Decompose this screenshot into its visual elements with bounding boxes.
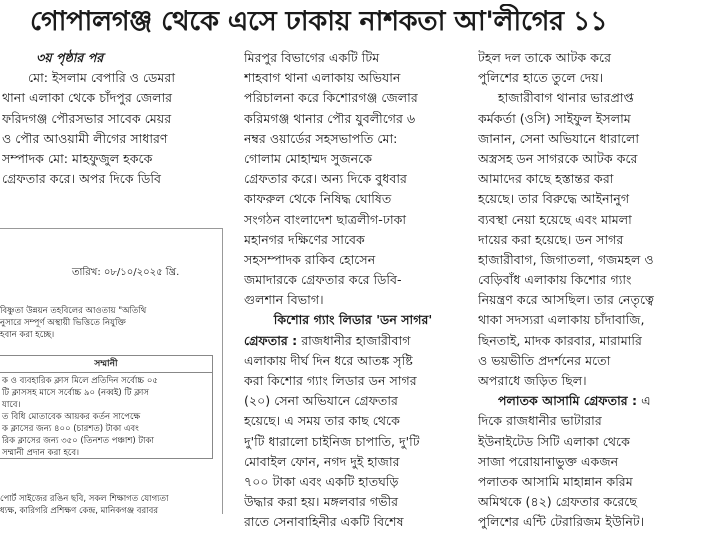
- body-line: গুলশান বিভাগ।: [244, 292, 324, 308]
- honorarium-line: ক ক্লাসের জন্য ৪০০ (চারশত) টাকা এবং: [2, 424, 139, 434]
- honorarium-line: ত বিধি মোতাবেক আয়কর কর্তন সাপেক্ষে: [2, 412, 141, 422]
- continued-from-label: ৩য় পৃষ্ঠার পর: [36, 50, 104, 65]
- body-line: সংগঠন বাংলাদেশ ছাত্রলীগ-ঢাকা: [244, 211, 407, 227]
- article-column-2: [244, 48, 462, 533]
- headline: গোপালগঞ্জ থেকে এসে ঢাকায় নাশকতা আ'লীগের ১১: [30, 6, 608, 37]
- honorarium-table: [0, 355, 213, 459]
- body-line: মোবাইল ফোন, নগদ দুই হাজার: [244, 453, 400, 469]
- body-line: পুলিশের এন্টি টেরারিজম ইউনিট।: [478, 514, 645, 530]
- honorarium-line: টি ক্লাসসহ মাসে সর্বোচ্চ ৯০ (নব্বই) টি ক্লাস: [2, 388, 149, 398]
- body-line: দু'টি ধারালো চাইনিজ চাপাতি, দু'টি: [244, 433, 420, 449]
- body-line: ৭০০ টাকা এবং একটি হাতঘড়ি: [244, 473, 399, 489]
- body-line: হয়েছে। তার বিরুদ্ধে আইনানুগ: [478, 191, 630, 207]
- article-column-3: [478, 48, 698, 533]
- lead-line: [244, 331, 462, 351]
- notice-line: ধ্যক্ষ, কারিগরি প্রশিক্ষণ কেন্দ্র, মানিকগঞ্জ বরাবর: [0, 506, 159, 514]
- body-line: এলাকায় দীর্ঘ দিন ধরে আতঙ্ক সৃষ্টি: [244, 352, 413, 368]
- lead-bold: পলাতক আসামি গ্রেফতার :: [498, 393, 638, 409]
- body-line: নিয়ন্ত্রণ করে আসছিল। তার নেতৃত্বে: [478, 292, 654, 308]
- body-line: অস্ত্রসহ ডন সাগরকে আটক করে: [478, 150, 638, 166]
- honorarium-line: রিক ক্লাসের জন্য ৩৫০ (তিনশত পঞ্চাশ) টাকা: [2, 436, 154, 446]
- body-line: থানা এলাকা থেকে চাঁদপুর জেলার: [2, 90, 173, 106]
- body-line: ও ভয়ভীতি প্রদর্শনের মতো: [478, 352, 611, 368]
- notice-line: হবান করা হচ্ছে।: [0, 330, 55, 340]
- lead-rest: এ: [637, 393, 651, 409]
- body-line: ইউনাইটেড সিটি এলাকা থেকে: [478, 433, 630, 449]
- body-line: মো: ইসলাম বেপারি ও ডেমরা: [28, 70, 175, 86]
- body-line: পুলিশের হাতে তুলে দেয়।: [478, 70, 604, 86]
- body-line: উদ্ধার করা হয়। মঙ্গলবার গভীর: [244, 494, 399, 510]
- body-line: মহানগর দক্ষিণের সাবেক: [244, 231, 365, 247]
- body-line: কাফরুল থেকে নিষিদ্ধ ঘোষিত: [244, 191, 392, 207]
- body-line: কর্মকর্তা (ওসি) সাইফুল ইসলাম: [478, 110, 631, 126]
- body-line: থাকা সদস্যরা এলাকায় চাঁদাবাজি,: [478, 312, 645, 328]
- body-line: হাজারীবাগ, জিগাতলা, গজমহল ও: [478, 251, 654, 267]
- body-line: রাতে সেনাবাহিনীর একটি বিশেষ: [244, 514, 404, 530]
- notice-date: তারিখ: ০৮/১০/২০২৫ খ্রি.: [72, 267, 180, 278]
- body-line: সাজা পরোয়ানাভুক্ত একজন: [478, 453, 619, 469]
- lead-rest: রাজধানীর হাজারীবাগ: [297, 332, 411, 348]
- body-line: দিকে রাজধানীর ভাটারার: [478, 413, 602, 429]
- body-line: গ্রেফতার করে। অন্য দিকে বুধবার: [244, 171, 407, 187]
- body-line: করা কিশোর গ্যাং লিডার ডন সাগর: [244, 373, 417, 388]
- body-line: বেড়িবাঁধ এলাকায় কিশোর গ্যাং: [478, 272, 632, 288]
- body-line: নম্বর ওয়ার্ডের সহসভাপতি মো:: [244, 130, 398, 146]
- body-line: গ্রেফতার করে। অপর দিকে ডিবি: [2, 171, 162, 187]
- body-line: করিমগঞ্জ থানার পৌর যুবলীগের ৬: [244, 110, 416, 126]
- body-line: ব্যবস্থা নেয়া হয়েছে এবং মামলা: [478, 211, 632, 227]
- notice-line: পোর্ট সাইজের রঙিন ছবি, সকল শিক্ষাগত যোগ্যতা: [0, 494, 169, 504]
- body-line: গোলাম মোহাম্মদ সুজনকে: [244, 150, 373, 166]
- body-line: টহল দল তাকে আটক করে: [478, 50, 612, 65]
- notice-line: বিষ্ণুতা উন্নয়ন তহবিলের আওতায় "অতিথি: [0, 306, 147, 316]
- body-line: দায়ের করা হয়েছে। ডন সাগর: [478, 231, 624, 247]
- lead-bold: গ্রেফতার :: [244, 332, 298, 348]
- honorarium-title: সম্মানী: [0, 356, 212, 373]
- body-line: জানান, সেনা অভিযানে ধারালো: [478, 130, 639, 146]
- notice-application-text: [0, 493, 212, 514]
- body-line: ফরিদগঞ্জ পৌরসভার সাবেক মেয়র: [2, 110, 172, 126]
- body-line: শাহবাগ থানা এলাকায় অভিযান: [244, 70, 401, 86]
- body-line: আমাদের কাছে হস্তান্তর করা: [478, 171, 614, 187]
- body-line: (২০) সেনা অভিযানে গ্রেফতার: [244, 393, 398, 409]
- job-notice-advertisement: [0, 228, 223, 514]
- body-line: সম্পাদক মো: মাহফুজুল হককে: [2, 150, 153, 166]
- honorarium-line: সম্মানী প্রদান করা হবে।: [2, 448, 80, 458]
- body-line: অপরাধে জড়িত ছিল।: [478, 373, 587, 388]
- body-line: হয়েছে। এ সময় তার কাছ থেকে: [244, 413, 400, 429]
- body-line: অমিথকে (৪২) গ্রেফতার করেছে: [478, 494, 637, 510]
- body-line: পলাতক আসামি মাহান্নান করিম: [478, 473, 633, 489]
- body-line: ছিনতাই, মাদক কারবার, মারামারি: [478, 332, 642, 348]
- honorarium-line: ক ও ব্যবহারিক ক্লাস মিলে প্রতিদিন সর্বোচ্চ ০৫: [2, 376, 158, 386]
- body-line: হাজারীবাগ থানার ভারপ্রাপ্ত: [498, 90, 634, 106]
- honorarium-line: যাবে।: [2, 400, 21, 410]
- article-column-1: [2, 48, 220, 189]
- notice-line: নুসারে সম্পূর্ণ অস্থায়ী ভিত্তিতে নিযুক্তি: [0, 318, 126, 328]
- lead-line: [478, 391, 698, 411]
- body-line: সহসম্পাদক রাকিব হোসেন: [244, 251, 376, 267]
- body-line: পরিচালনা করে কিশোরগঞ্জ জেলার: [244, 90, 418, 106]
- body-line: মিরপুর বিভাগের একটি টিম: [244, 50, 380, 65]
- body-line: জমাদারকে গ্রেফতার করে ডিবি-: [244, 272, 402, 288]
- subheading: কিশোর গ্যাং লিডার 'ডন সাগর': [273, 312, 433, 328]
- notice-intro: [0, 305, 212, 341]
- body-line: ও পৌর আওয়ামী লীগের সাধারণ: [2, 130, 168, 146]
